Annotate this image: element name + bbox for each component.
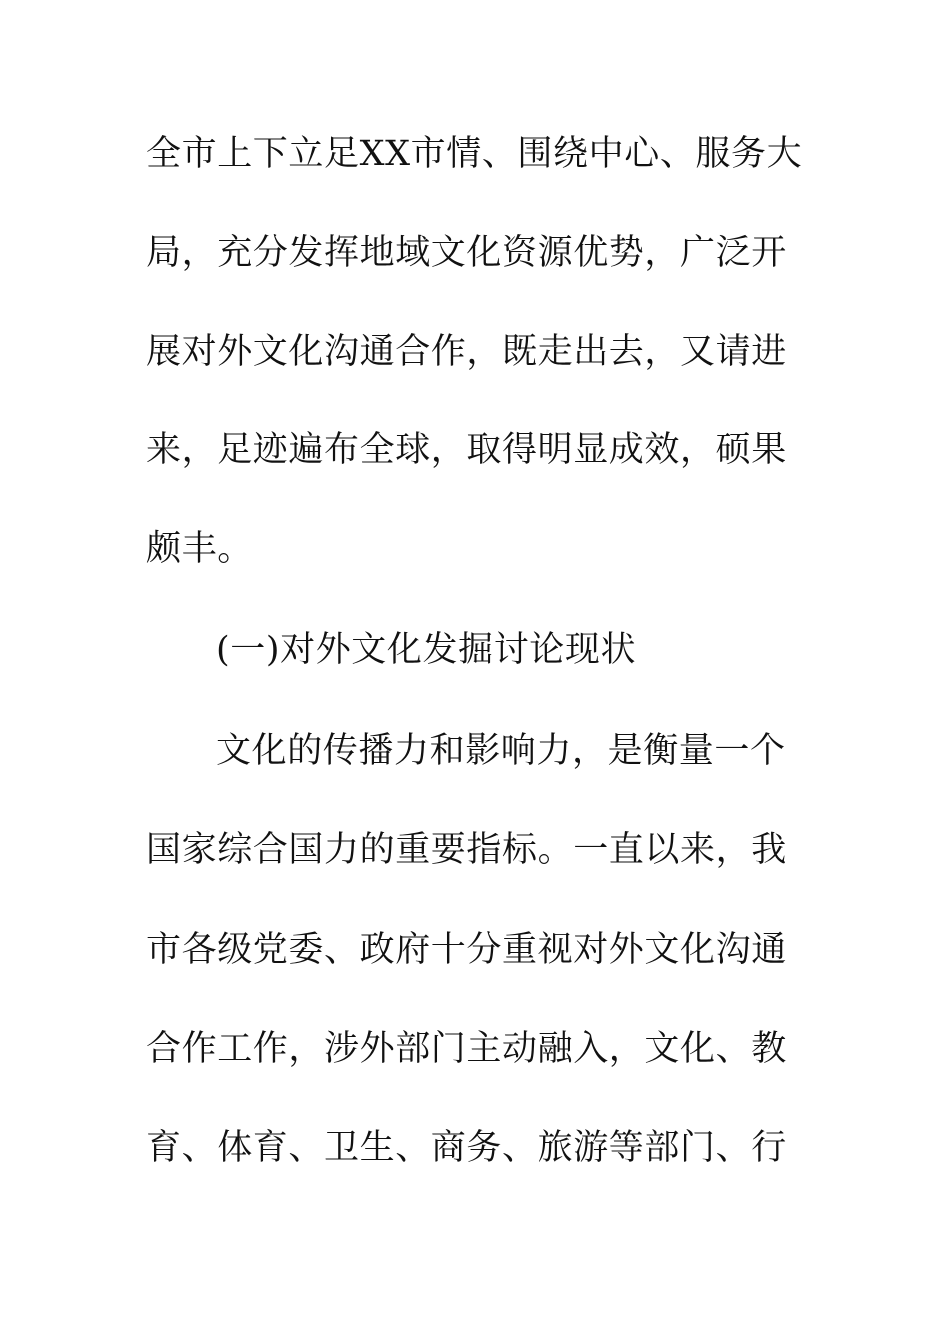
paragraph-1-line-2: 局，充分发挥地域文化资源优势，广泛开 bbox=[146, 233, 787, 273]
section-heading: (一)对外文化发掘讨论现状 bbox=[216, 630, 637, 670]
paragraph-1-line-3: 展对外文化沟通合作，既走出去，又请进 bbox=[146, 332, 787, 372]
paragraph-2-line-1: 文化的传播力和影响力，是衡量一个 bbox=[216, 731, 786, 771]
paragraph-1-line-4: 来，足迹遍布全球，取得明显成效，硕果 bbox=[146, 430, 787, 470]
paragraph-2-line-2: 国家综合国力的重要指标。一直以来，我 bbox=[146, 830, 787, 870]
paragraph-2-line-3: 市各级党委、政府十分重视对外文化沟通 bbox=[146, 930, 787, 970]
paragraph-1-line-1: 全市上下立足XX市情、围绕中心、服务大 bbox=[146, 134, 803, 174]
paragraph-2-line-5: 育、体育、卫生、商务、旅游等部门、行 bbox=[146, 1128, 787, 1168]
paragraph-1-line-5: 颇丰。 bbox=[146, 529, 253, 569]
paragraph-2-line-4: 合作工作，涉外部门主动融入，文化、教 bbox=[146, 1029, 787, 1069]
